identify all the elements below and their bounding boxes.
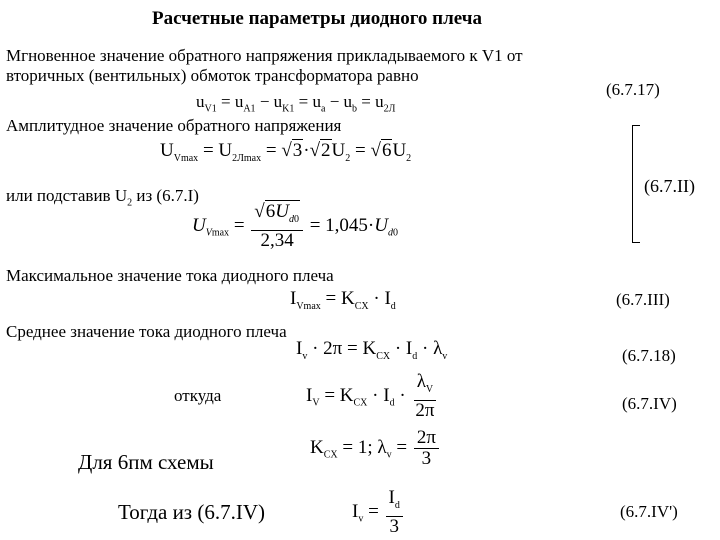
avg-current-text: Среднее значение тока диодного плеча [6,322,287,341]
formula-scheme-coefficients: $K_{CX} = 1$; $\lambda_v$ = $\frac{2\pi}{3}$ [310,428,441,469]
equation-number-6-7-II: (6.7.II) [644,176,695,196]
formula-instant-voltage: $u_{V1} = u_{A1} - u_{K1} = u_a - u_b = u_{2Л}$ [196,92,396,115]
formula-final-current: $I_v$ = $\frac{I_d}{3}$ [352,488,405,537]
then-from-text: Тогда из (6.7.IV) [118,500,265,524]
intro-text-line1: Мгновенное значение обратного напряжения прикладываемого к V1 от [6,46,523,65]
formula-max-current: $I_{Vmax} = K_{CX} \cdot I_d$ [290,288,396,312]
equation-number-6-7-18: (6.7.18) [622,346,676,365]
equation-number-6-7-IV: (6.7.IV) [622,394,677,413]
formula-amplitude-voltage: $U_{Vmax} = U_{2Лmax} = √3\cdot√2U_2 = √6U_2$ [160,140,412,164]
intro-text-line2: вторичных (вентильных) обмоток трансформатора равно [6,66,419,85]
whence-text: откуда [174,386,222,405]
equation-number-6-7-17: (6.7.17) [606,80,660,99]
formula-avg-current: $I_v \cdot 2\pi = K_{CX} \cdot I_d \cdot \lambda_v$ [296,338,448,362]
page-title: Расчетные параметры диодного плеча [152,8,482,29]
equation-number-6-7-IV-prime: (6.7.IV') [620,502,678,521]
amplitude-text: Амплитудное значение обратного напряжения [6,116,342,135]
substitute-text: или подставив $U_2$ из (6.7.I) [6,186,199,209]
for-scheme-text: Для 6пм схемы [78,450,214,474]
right-brace [632,126,643,242]
formula-amplitude-via-ud0: $U_{Vmax}$ = $\frac{√6U_{d0}}{2,34}$ = $1,045\cdot U_{d0}$ [192,201,398,251]
max-current-text: Максимальное значение тока диодного плеча [6,266,334,285]
equation-number-6-7-III: (6.7.III) [616,290,670,309]
formula-current-lambda: $I_V = K_{CX} \cdot I_d$ · $\frac{\lambda_V}{2\pi}$ [306,371,435,421]
